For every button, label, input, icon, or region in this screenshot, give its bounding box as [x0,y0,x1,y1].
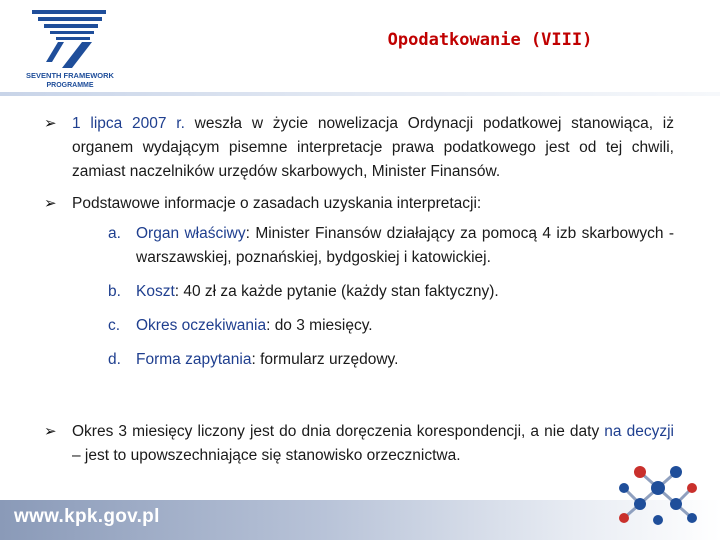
sub-item-letter: b. [108,283,121,300]
sub-item-c [108,314,674,338]
content-body [44,112,674,476]
network-logo-icon [606,458,710,536]
bullet-3-text-b: – jest to upowszechniające się stanowisko orzecznictwa. [72,447,461,464]
sub-item-text: : do 3 miesięcy. [266,317,373,334]
bullet-3 [44,420,674,468]
arrow-bullet-icon: ➢ [44,423,57,440]
bullet-1 [44,112,674,184]
bullet-2 [44,192,674,372]
bullet-3-text-a: Okres 3 miesięcy liczony jest do dnia doręczenia korespondencji, a nie daty [72,423,605,440]
sub-item-label: Forma zapytania [136,351,252,368]
sub-item-b [108,280,674,304]
bullet-1-text: weszła w życie nowelizacja Ordynacji podatkowej stanowiąca, iż organem wydającym pisemne interpretacje prawa podatkowego jest od tej chwili, zamiast naczelników urzędów skarbowych, Minister Finansów. [72,115,675,180]
logo-line2: PROGRAMME [46,82,94,89]
sub-item-label: Organ właściwy [136,225,246,242]
sub-item-label: Koszt [136,283,175,300]
sub-item-text: : Minister Finansów działający za pomocą 4 izb skarbowych - warszawskiej, poznańskiej, bydgoskiej i katowickiej. [136,225,675,266]
logo-line1: SEVENTH FRAMEWORK [26,71,114,80]
sub-item-text: : formularz urzędowy. [251,351,399,368]
bullet-1-highlight: 1 lipca 2007 r. [72,115,185,132]
sub-item-d [108,348,674,372]
slide-title: Opodatkowanie (VIII) [387,30,593,50]
sub-list [72,222,674,372]
sub-item-a [108,222,674,270]
fp7-logo-icon [24,6,116,90]
bullet-3-highlight: na decyzji [604,423,674,440]
sub-item-letter: c. [108,317,121,334]
bullet-2-text: Podstawowe informacje o zasadach uzyskania interpretacji: [72,195,482,212]
sub-item-label: Okres oczekiwania [136,317,267,334]
header-divider [0,92,720,96]
arrow-bullet-icon: ➢ [44,115,57,132]
sub-item-letter: d. [108,351,121,368]
sub-item-text: : 40 zł za każde pytanie (każdy stan faktyczny). [174,283,499,300]
sub-item-letter: a. [108,225,121,242]
footer-url[interactable]: www.kpk.gov.pl [14,506,160,527]
arrow-bullet-icon: ➢ [44,195,57,212]
